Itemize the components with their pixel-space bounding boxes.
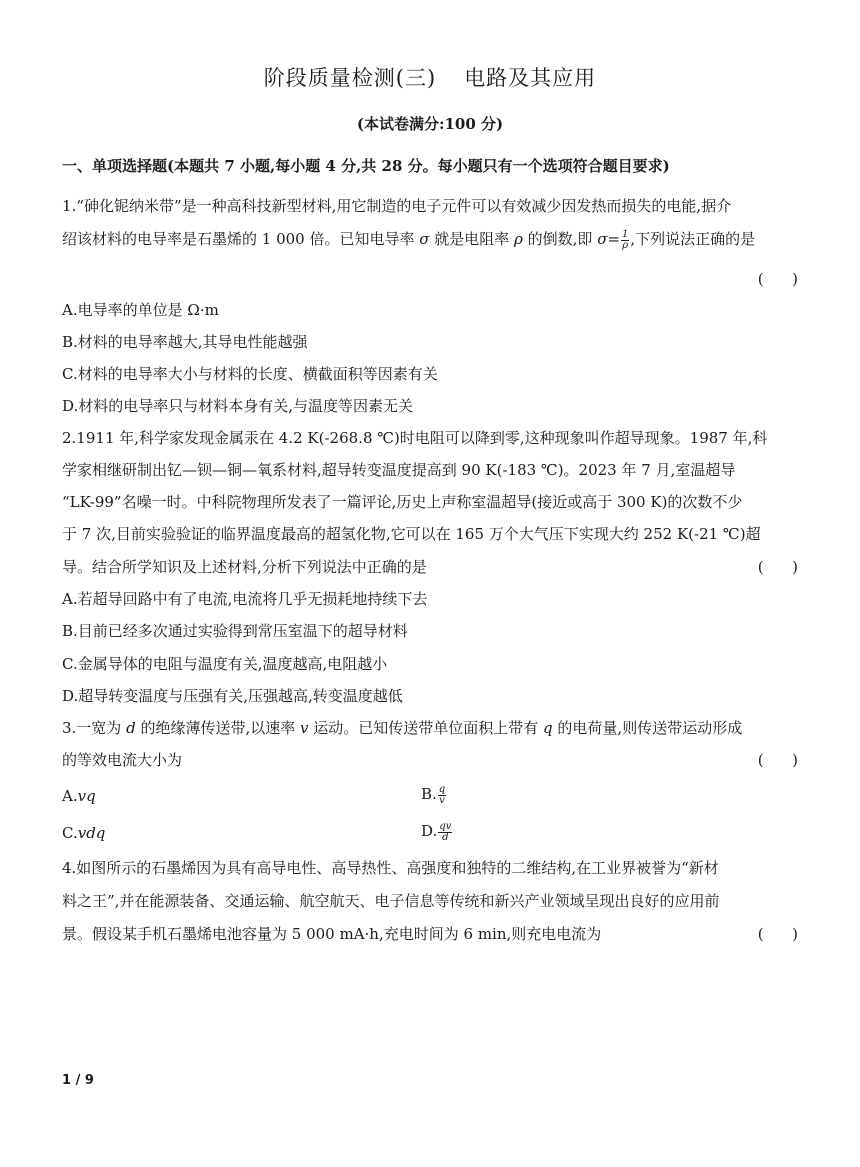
q1-line-2: 绍该材料的电导率是石墨烯的 1 000 倍。已知电导率 σ 就是电阻率 ρ 的倒数,即 σ= $\frac{1}{\rho}$ ,下列说法正确的是: [62, 228, 756, 251]
q3-option-a: A.vq: [62, 787, 96, 805]
symbol-d: d: [126, 719, 136, 737]
q2-option-c: C.金属导体的电阻与温度有关,温度越高,电阻越小: [62, 655, 388, 673]
q2-line-5: 导。结合所学知识及上述材料,分析下列说法中正确的是: [62, 558, 427, 576]
symbol-sigma: σ: [419, 230, 430, 248]
symbol-v: v: [300, 719, 309, 737]
q3-option-b: B. $\frac{q}{v}$: [421, 783, 446, 806]
option-b-fraction: $\frac{q}{v}$: [438, 783, 446, 806]
q3-option-c: C.vdq: [62, 824, 106, 842]
q1-option-d: D.材料的电导率只与材料本身有关,与温度等因素无关: [62, 397, 414, 415]
title-main: 阶段质量检测(三): [263, 66, 437, 90]
q1-option-b: B.材料的电导率越大,其导电性能越强: [62, 333, 308, 351]
q4-line-1: 4.如图所示的石墨烯因为具有高导电性、高导热性、高强度和独特的二维结构,在工业界被誉为“新材: [62, 859, 719, 877]
q2-answer-bracket: ( ): [757, 558, 798, 576]
q4-answer-bracket: ( ): [757, 925, 798, 943]
section-heading: 一、单项选择题(本题共 7 小题,每小题 4 分,共 28 分。每小题只有一个选项符合题目要求): [62, 157, 670, 175]
q3-answer-bracket: ( ): [757, 751, 798, 769]
q2-line-1: 2.1911 年,科学家发现金属汞在 4.2 K(-268.8 ℃)时电阻可以降到零,这种现象叫作超导现象。1987 年,科: [62, 429, 768, 447]
symbol-q: q: [543, 719, 553, 737]
q1-option-a: A.电导率的单位是 Ω·m: [62, 301, 219, 319]
q4-line-3: 景。假设某手机石墨烯电池容量为 5 000 mA·h,充电时间为 6 min,则充电电流为: [62, 925, 602, 943]
formula-fraction: $\frac{1}{\rho}$: [622, 228, 629, 251]
title-topic: 电路及其应用: [464, 66, 597, 90]
q3-option-d: D. $\frac{qv}{d}$: [421, 820, 452, 843]
page-number: 1 / 9: [62, 1073, 94, 1088]
q4-line-2: 料之王”,并在能源装备、交通运输、航空航天、电子信息等传统和新兴产业领域呈现出良好的应用前: [62, 892, 720, 910]
formula-lhs: σ=: [597, 230, 620, 248]
page-title: [0, 62, 860, 92]
score-note: (本试卷满分:100 分): [356, 115, 504, 133]
q1-answer-bracket: ( ): [757, 270, 798, 288]
q2-option-b: B.目前已经多次通过实验得到常压室温下的超导材料: [62, 622, 408, 640]
q3-line-2: 的等效电流大小为: [62, 751, 183, 769]
option-d-fraction: $\frac{qv}{d}$: [439, 820, 452, 843]
q2-option-d: D.超导转变温度与压强有关,压强越高,转变温度越低: [62, 687, 403, 705]
q2-line-3: “LK-99”名噪一时。中科院物理所发表了一篇评论,历史上声称室温超导(接近或高于 300 K)的次数不少: [62, 493, 743, 511]
q2-line-4: 于 7 次,目前实验验证的临界温度最高的超氢化物,它可以在 165 万个大气压下实现大约 252 K(-21 ℃)超: [62, 525, 761, 543]
q1-option-c: C.材料的电导率大小与材料的长度、横截面积等因素有关: [62, 365, 438, 383]
symbol-rho: ρ: [514, 230, 523, 248]
q1-line-1: 1.“砷化铌纳米带”是一种高科技新型材料,用它制造的电子元件可以有效减少因发热而损失的电能,据介: [62, 197, 732, 215]
q2-line-2: 学家相继研制出钇—钡—铜—氧系材料,超导转变温度提高到 90 K(-183 ℃)。2023 年 7 月,室温超导: [62, 461, 736, 479]
q3-line-1: 3.一宽为 d 的绝缘薄传送带,以速率 v 运动。已知传送带单位面积上带有 q 的电荷量,则传送带运动形成: [62, 719, 743, 737]
q2-option-a: A.若超导回路中有了电流,电流将几乎无损耗地持续下去: [62, 590, 428, 608]
